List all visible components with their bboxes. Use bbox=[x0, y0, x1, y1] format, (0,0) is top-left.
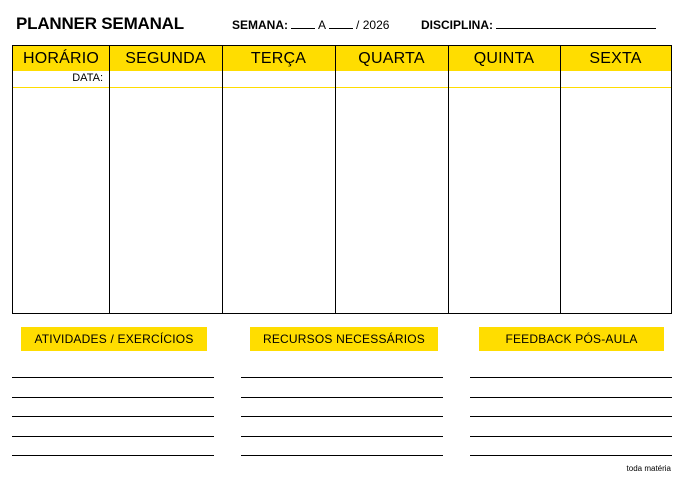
column-header-quinta: QUINTA bbox=[473, 49, 535, 67]
writing-line[interactable] bbox=[470, 455, 672, 456]
writing-line[interactable] bbox=[470, 397, 672, 398]
section-atividades bbox=[21, 327, 207, 351]
writing-lines bbox=[241, 377, 443, 475]
writing-line[interactable] bbox=[241, 416, 443, 417]
column-divider bbox=[109, 46, 110, 313]
writing-line[interactable] bbox=[241, 436, 443, 437]
weekly-table bbox=[12, 45, 672, 314]
section-feedback bbox=[479, 327, 664, 351]
writing-line[interactable] bbox=[470, 436, 672, 437]
column-divider bbox=[222, 46, 223, 313]
page-title: PLANNER SEMANAL bbox=[16, 14, 184, 33]
week-field bbox=[232, 18, 389, 32]
writing-lines bbox=[12, 377, 214, 475]
discipline-blank[interactable] bbox=[496, 18, 656, 29]
writing-line[interactable] bbox=[241, 455, 443, 456]
writing-line[interactable] bbox=[12, 397, 214, 398]
writing-lines bbox=[470, 377, 672, 475]
section-label: ATIVIDADES / EXERCÍCIOS bbox=[21, 327, 207, 351]
writing-line[interactable] bbox=[470, 416, 672, 417]
column-divider bbox=[335, 46, 336, 313]
column-divider bbox=[560, 46, 561, 313]
writing-line[interactable] bbox=[470, 377, 672, 378]
section-recursos bbox=[250, 327, 438, 351]
discipline-label: DISCIPLINA: bbox=[421, 18, 493, 32]
column-header-terca: TERÇA bbox=[250, 49, 307, 67]
week-year: / 2026 bbox=[356, 18, 390, 32]
column-header-quarta: QUARTA bbox=[358, 49, 425, 67]
column-divider bbox=[448, 46, 449, 313]
section-label: RECURSOS NECESSÁRIOS bbox=[250, 327, 438, 351]
writing-line[interactable] bbox=[241, 397, 443, 398]
writing-line[interactable] bbox=[241, 377, 443, 378]
section-label: FEEDBACK PÓS-AULA bbox=[479, 327, 664, 351]
writing-line[interactable] bbox=[12, 416, 214, 417]
date-row bbox=[13, 71, 671, 88]
week-start-blank[interactable] bbox=[291, 18, 315, 29]
writing-line[interactable] bbox=[12, 377, 214, 378]
column-header-sexta: SEXTA bbox=[589, 49, 642, 67]
header bbox=[16, 14, 669, 38]
week-end-blank[interactable] bbox=[329, 18, 353, 29]
brand-footer: toda matéria bbox=[626, 464, 671, 473]
discipline-field bbox=[421, 18, 656, 32]
week-separator: A bbox=[318, 18, 326, 32]
column-header-segunda: SEGUNDA bbox=[125, 49, 206, 67]
week-label: SEMANA: bbox=[232, 18, 288, 32]
writing-line[interactable] bbox=[12, 436, 214, 437]
column-header-horario: HORÁRIO bbox=[22, 49, 100, 67]
writing-line[interactable] bbox=[12, 455, 214, 456]
date-label: DATA: bbox=[72, 72, 103, 84]
